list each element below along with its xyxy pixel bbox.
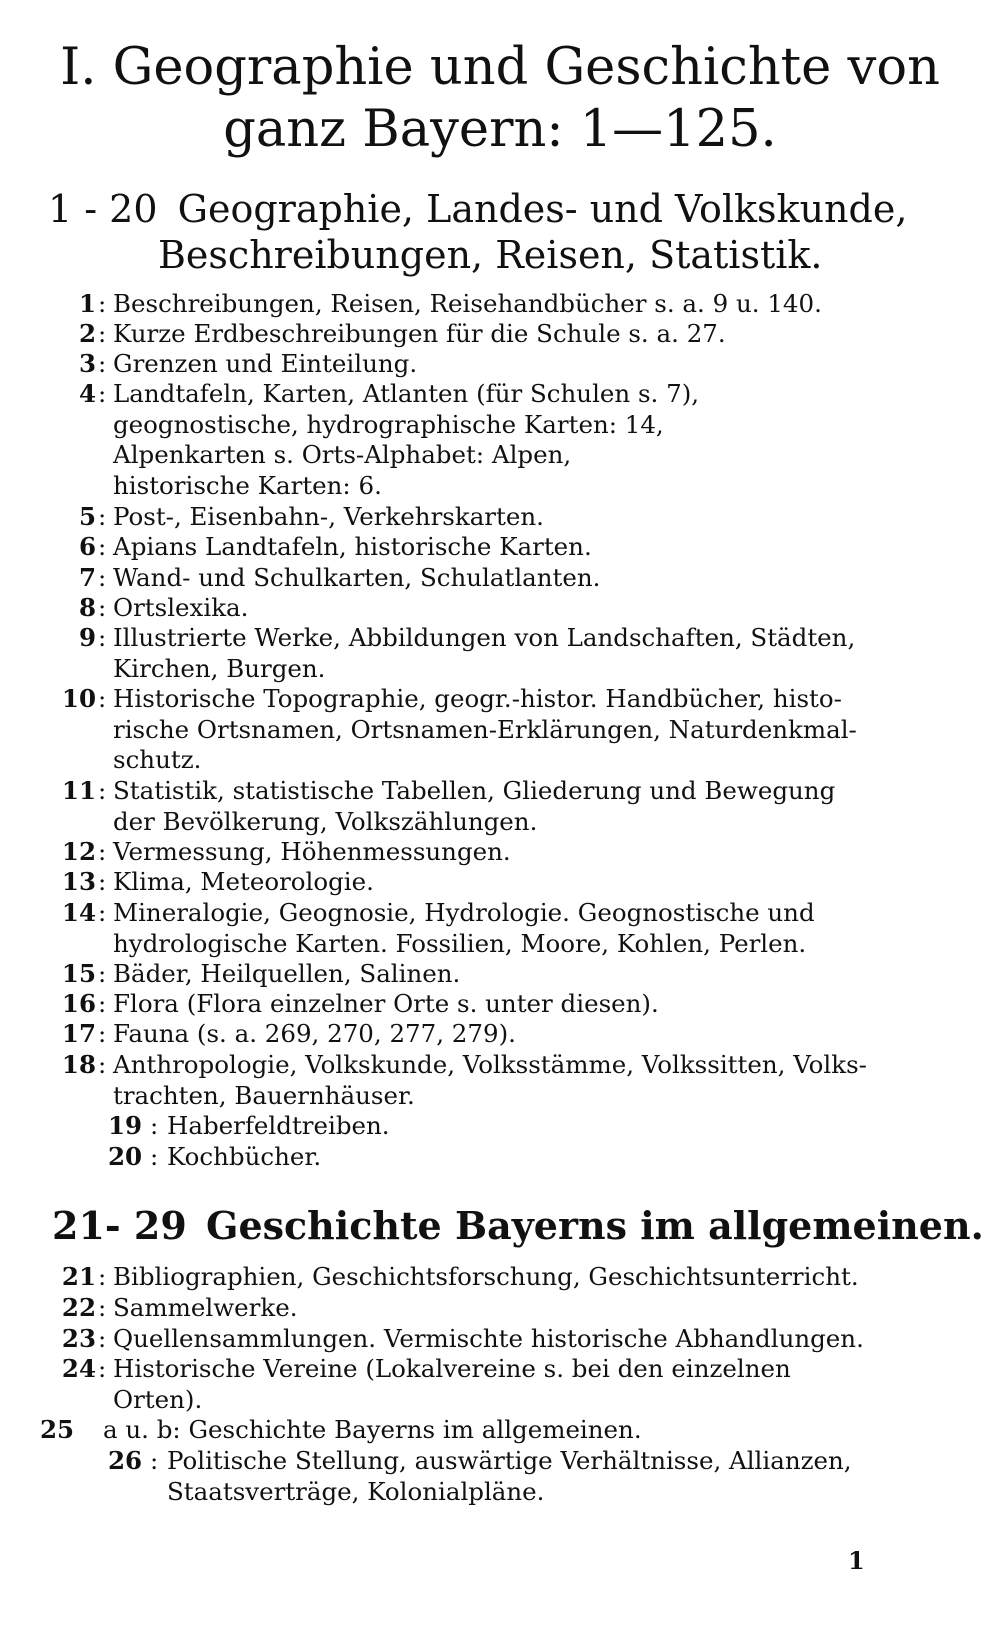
entry-text: Politische Stellung, auswärtige Verhältnisse, Allianzen, Staatsverträge, Kolonialpläne. [167, 1446, 852, 1506]
entry-text: Quellensammlungen. Vermischte historische Abhandlungen. [113, 1324, 864, 1353]
entry-number: 15 [61, 959, 96, 988]
entry-text: Flora (Flora einzelner Orte s. unter diesen). [113, 989, 659, 1018]
entry-number: 23 [61, 1324, 96, 1353]
page-number: 1 [848, 1546, 865, 1575]
entry-text: Statistik, statistische Tabellen, Gliederung und Bewegung der Bevölkerung, Volkszählungen. [113, 776, 836, 836]
entry-number: 5 [78, 502, 96, 531]
section-2-range: 21- 29 [52, 1203, 187, 1248]
section-1-range: 1 - 20 [48, 187, 158, 231]
entry-text: Kochbücher. [167, 1142, 322, 1171]
section-1-heading [48, 186, 907, 232]
entry-number: 20 [108, 1142, 143, 1171]
entry-number: 9 [78, 623, 96, 652]
entry-text: Kurze Erdbeschreibungen für die Schule s. a. 27. [113, 319, 726, 348]
entry-text: Fauna (s. a. 269, 270, 277, 279). [113, 1019, 516, 1048]
section-1-heading-text-1: Geographie, Landes- und Volkskunde, [177, 187, 908, 231]
entry-number: 19 [108, 1111, 143, 1140]
entry-number: 13 [61, 867, 96, 896]
section-1-heading-text-2: Beschreibungen, Reisen, Statistik. [158, 233, 823, 277]
entry-number: 7 [78, 563, 96, 592]
entry-text: Illustrierte Werke, Abbildungen von Landschaften, Städten, Kirchen, Burgen. [113, 623, 856, 683]
entry-number: 1 [78, 289, 96, 318]
page-title-line-1: I. Geographie und Geschichte von [60, 38, 940, 97]
page-title-line-2: ganz Bayern: 1—125. [223, 100, 777, 159]
entry-text: Landtafeln, Karten, Atlanten (für Schulen s. 7), geognostische, hydrographische Karten: 14, Alpenkarten s. Orts-Alphabet: Alpen, historische Karten: 6. [113, 379, 700, 500]
entry-number: 21 [61, 1262, 96, 1291]
entry-number: 26 [108, 1446, 143, 1475]
entry-text: Bäder, Heilquellen, Salinen. [113, 959, 461, 988]
entry-text: Beschreibungen, Reisen, Reisehandbücher s. a. 9 u. 140. [113, 289, 822, 318]
entry-number: 25 [40, 1415, 75, 1444]
entry-number: 12 [61, 837, 96, 866]
entry-number: 14 [61, 898, 96, 927]
section-2-heading [52, 1203, 984, 1249]
entry-text: Wand- und Schulkarten, Schulatlanten. [113, 563, 601, 592]
entry-text: Apians Landtafeln, historische Karten. [113, 532, 592, 561]
entry-text: Klima, Meteorologie. [113, 867, 374, 896]
entry-text: Vermessung, Höhenmessungen. [113, 837, 511, 866]
entry-text: Historische Vereine (Lokalvereine s. bei den einzelnen Orten). [113, 1354, 791, 1414]
entry-number: 16 [61, 989, 96, 1018]
section-2-heading-text: Geschichte Bayerns im allgemeinen. [206, 1203, 984, 1248]
entry-number: 8 [78, 593, 96, 622]
entry-number: 2 [78, 319, 96, 348]
entry-text: Bibliographien, Geschichtsforschung, Geschichtsunterricht. [113, 1262, 859, 1291]
entry-number: 11 [61, 776, 96, 805]
entry-number: 10 [61, 684, 96, 713]
entry-number: 24 [61, 1354, 96, 1383]
entry-text: Post-, Eisenbahn-, Verkehrskarten. [113, 502, 544, 531]
entry-text: a u. b: Geschichte Bayerns im allgemeinen. [103, 1415, 642, 1444]
entry-text: Sammelwerke. [113, 1293, 298, 1322]
entry-text: Historische Topographie, geogr.-histor. Handbücher, histo- rische Ortsnamen, Ortsnamen-Erklärungen, Naturdenkmal- schutz. [113, 684, 857, 774]
entry-text: Grenzen und Einteilung. [113, 349, 418, 378]
entry-number: 6 [78, 532, 96, 561]
entry-text: Haberfeldtreiben. [167, 1111, 390, 1140]
section-1-heading-continued [158, 232, 822, 278]
entry-number: 17 [61, 1019, 96, 1048]
entry-number: 18 [61, 1050, 96, 1079]
entry-text: Mineralogie, Geognosie, Hydrologie. Geognostische und hydrologische Karten. Fossilien, Moore, Kohlen, Perlen. [113, 898, 815, 958]
entry-number: 3 [78, 349, 96, 378]
entry-text: Ortslexika. [113, 593, 249, 622]
entry-number: 22 [61, 1293, 96, 1322]
entry-text: Anthropologie, Volkskunde, Volksstämme, Volkssitten, Volks- trachten, Bauernhäuser. [113, 1050, 867, 1110]
entry-number: 4 [78, 379, 96, 408]
